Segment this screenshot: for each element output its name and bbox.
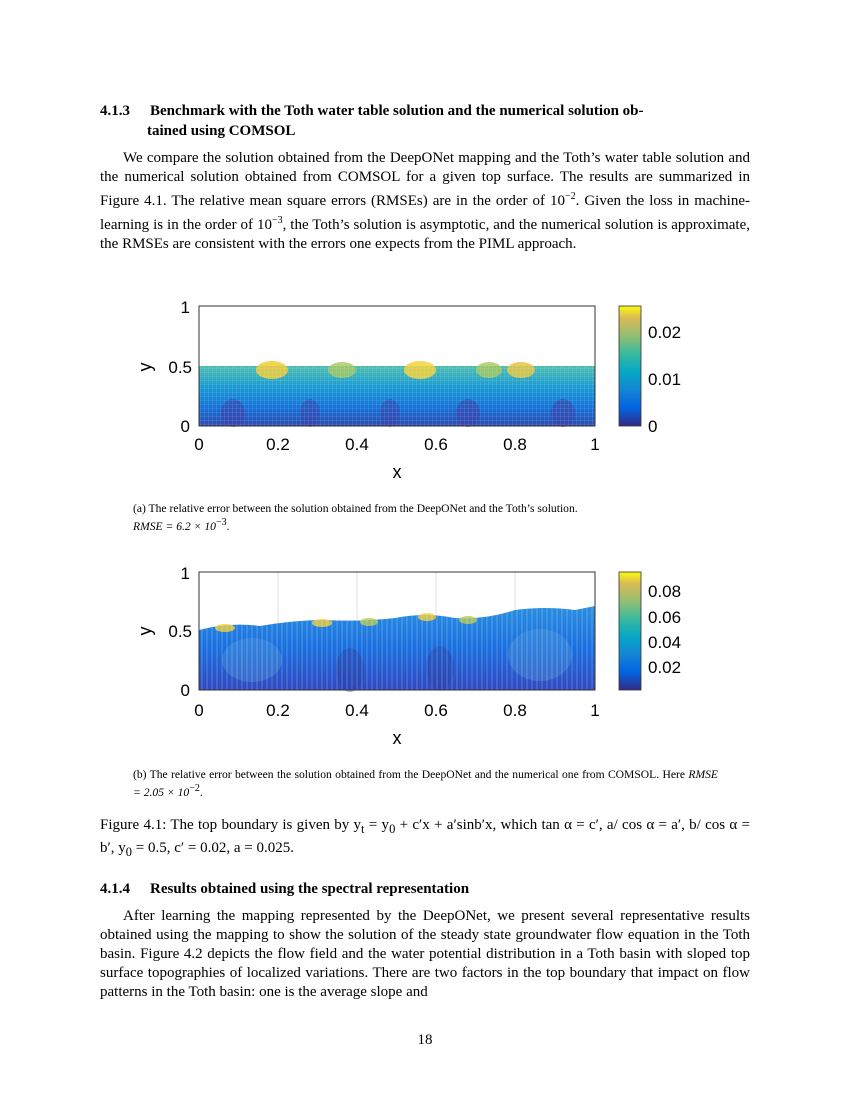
figure-caption-sub-0: 0 bbox=[389, 822, 396, 836]
section-heading-4-1-4 bbox=[100, 879, 750, 899]
plot-a-xlabel: x bbox=[392, 462, 402, 482]
plot-b-cbar-tick: 0.04 bbox=[648, 633, 682, 652]
plot-a-ytick: 1 bbox=[180, 298, 190, 317]
plot-b-colorbar bbox=[619, 572, 641, 690]
plot-a-xtick: 1 bbox=[590, 435, 600, 454]
para1-text-b: . Given the loss in machine-learning is in the order of 10 bbox=[100, 193, 751, 233]
plot-a-colorbar bbox=[619, 306, 641, 426]
caption-b-text: (b) The relative error between the solution obtained from the DeepONet and the numerical one from COMSOL. Here bbox=[133, 768, 686, 781]
plot-a-cbar-tick: 0.01 bbox=[648, 370, 682, 389]
plot-b-xtick: 0.8 bbox=[503, 701, 527, 720]
plot-b-xtick: 1 bbox=[590, 701, 600, 720]
caption-a-formula: RMSE = 6.2 × 10 bbox=[133, 519, 216, 533]
plot-b-ytick: 0 bbox=[180, 681, 190, 700]
caption-b-formula: RMSE = 2.05 × 10 bbox=[133, 768, 718, 799]
plot-a-xtick: 0.8 bbox=[503, 435, 527, 454]
plot-a-ylabel: y bbox=[135, 362, 155, 372]
figure-caption-eq1: = y bbox=[364, 817, 390, 833]
figure-caption-line2: a′, b/ cos α = b′, y bbox=[100, 817, 750, 856]
figure-caption-eq2: + c′x + a′sinb′x, which tan α = c′, a/ cos α = bbox=[395, 817, 667, 833]
para1-text-a: We compare the solution obtained from the DeepONet mapping and the Toth’s water table solution and the numerical solution obtained from COMSOL for a given top surface. The results are summarized in Figure 4.1. The relative mean square errors (RMSEs) are in the order of 10 bbox=[100, 150, 750, 209]
plot-a-xtick: 0.4 bbox=[345, 435, 369, 454]
section-title: Results obtained using the spectral representation bbox=[150, 881, 470, 897]
caption-b-exp: −2 bbox=[189, 783, 200, 794]
plot-b-xtick: 0.6 bbox=[424, 701, 448, 720]
caption-a-exp: −3 bbox=[215, 517, 227, 528]
plot-b-cbar-tick: 0.02 bbox=[648, 658, 682, 677]
figure-caption-line2-rest: = 0.5, c′ = 0.02, a = 0.025. bbox=[132, 840, 295, 856]
plot-b-ytick: 1 bbox=[180, 564, 190, 583]
plot-b-xtick: 0.4 bbox=[345, 701, 369, 720]
figure-caption-sub-t: t bbox=[361, 822, 365, 836]
para1-exp-a: −2 bbox=[564, 191, 576, 202]
caption-a bbox=[133, 502, 718, 534]
para2-text: After learning the mapping represented by the DeepONet, we present several representative results obtained using the mapping to show the solution of the steady state groundwater flow equation in the Toth basin. Figure 4.2 depicts the flow field and the water potential distribution in a Toth basin with sloped top surface topographies of localized variations. There are two factors in the top boundary that impact on flow patterns in the Toth basin: one is the average slope and bbox=[100, 908, 750, 1000]
plot-a-cbar-tick: 0 bbox=[648, 417, 658, 436]
plot-b-ylabel: y bbox=[135, 626, 155, 636]
para1-text-c: , the Toth’s solution is asymptotic, and the numerical solution is approximate, the RMSEs are consistent with the errors one expects from the PIML approach. bbox=[100, 217, 750, 252]
plot-b-xtick: 0 bbox=[194, 701, 204, 720]
figure-label: Figure 4.1: bbox=[100, 817, 167, 833]
figure-caption-line2-sub: 0 bbox=[125, 845, 133, 859]
error-plot-a bbox=[0, 290, 850, 490]
plot-b-cbar-tick: 0.08 bbox=[648, 582, 682, 601]
caption-b bbox=[133, 768, 718, 800]
section-number: 4.1.3 bbox=[100, 103, 130, 119]
paragraph-spectral bbox=[100, 907, 750, 1002]
section-heading-4-1-3 bbox=[100, 101, 750, 141]
figure-caption-line1: The top boundary is given by y bbox=[170, 817, 362, 833]
plot-a-ytick: 0 bbox=[180, 417, 190, 436]
plot-a-ytick: 0.5 bbox=[168, 358, 192, 377]
caption-a-text: (a) The relative error between the solution obtained from the DeepONet and the Toth’s solution. bbox=[133, 502, 578, 515]
caption-a-end: . bbox=[226, 519, 230, 533]
plot-a-xtick: 0 bbox=[194, 435, 204, 454]
plot-b-xlabel: x bbox=[392, 728, 402, 748]
section-title-line2: tained using COMSOL bbox=[147, 123, 296, 139]
paragraph-benchmark bbox=[100, 149, 750, 254]
caption-b-end: . bbox=[199, 785, 203, 799]
plot-a-cbar-tick: 0.02 bbox=[648, 323, 682, 342]
page-number: 18 bbox=[417, 1032, 433, 1048]
plot-b-xtick: 0.2 bbox=[266, 701, 290, 720]
plot-a-xtick: 0.2 bbox=[266, 435, 290, 454]
section-title-line1: Benchmark with the Toth water table solution and the numerical solution ob- bbox=[150, 103, 644, 119]
plot-b-ytick: 0.5 bbox=[168, 622, 192, 641]
section-number: 4.1.4 bbox=[100, 881, 130, 897]
plot-a-xtick: 0.6 bbox=[424, 435, 448, 454]
error-plot-b bbox=[0, 560, 850, 760]
para1-exp-b: −3 bbox=[271, 215, 283, 226]
figure-caption bbox=[100, 816, 750, 862]
plot-b-cbar-tick: 0.06 bbox=[648, 608, 682, 627]
